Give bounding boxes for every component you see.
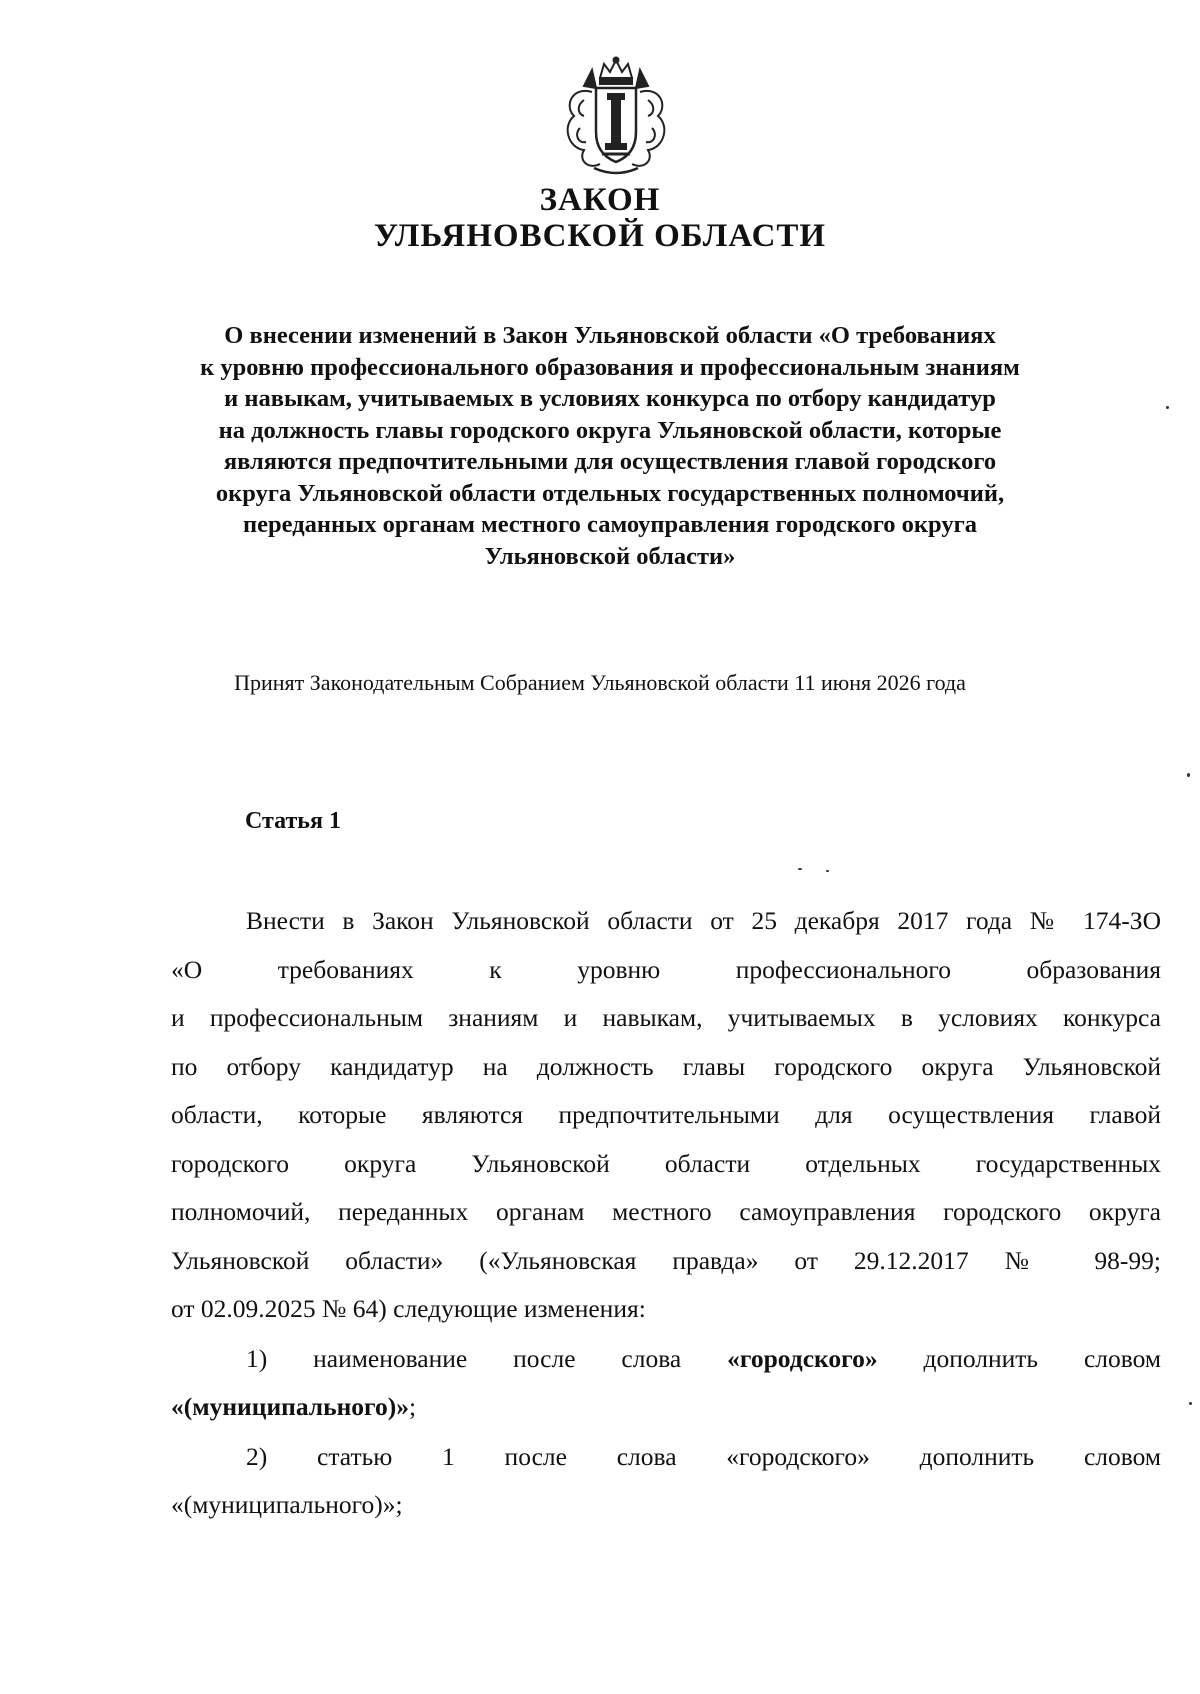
adoption-note: Принят Законодательным Собранием Ульяновской области 11 июня 2026 года (234, 670, 966, 695)
list-item-2: 2) статью 1 после слова «городского» дополнить словом (246, 1441, 1161, 1471)
title-line: на должность главы городского округа Ульяновской области, которые (218, 416, 1002, 444)
title-line: и навыкам, учитываемых в условиях конкурса по отбору кандидатур (224, 385, 996, 412)
document-type: ЗАКОН (539, 182, 661, 218)
title-line: округа Ульяновской области отдельных государственных полномочий, (215, 479, 1005, 507)
region-name: УЛЬЯНОВСКОЙ ОБЛАСТИ (373, 218, 827, 254)
coat-of-arms-icon (554, 56, 678, 176)
title-line: являются предпочтительными для осуществления главой городского (223, 448, 997, 475)
list-item-1-continuation (171, 1383, 1161, 1432)
body-line: по отбору кандидатур на должность главы городского округа Ульяновской (171, 1051, 1161, 1081)
body-line: полномочий, переданных органам местного самоуправления городского округа (171, 1197, 1161, 1226)
scan-speck (1189, 1402, 1192, 1405)
item-text: ; (408, 1392, 417, 1421)
title-line: переданных органам местного самоуправления городского округа (243, 511, 977, 538)
law-title (160, 320, 1060, 572)
body-line: «О требованиях к уровню профессионального образования (171, 954, 1161, 984)
item-bold-word: «(муниципального)» (171, 1392, 409, 1421)
body-line: Ульяновской области» («Ульяновская правда» от 29.12.2017 № 98-99; (171, 1245, 1161, 1275)
body-line: от 02.09.2025 № 64) следующие изменения: (171, 1294, 646, 1323)
item-text: 1) наименование после слова (246, 1343, 682, 1373)
list-item-1 (171, 1335, 1161, 1384)
body-line: Внести в Закон Ульяновской области от 25 декабря 2017 года № 174-ЗО (246, 906, 1161, 935)
body-line: области, которые являются предпочтительными для осуществления главой (171, 1100, 1161, 1129)
title-line: О внесении изменений в Закон Ульяновской области «О требованиях (224, 322, 996, 349)
scan-speck (798, 868, 802, 870)
body-line: городского округа Ульяновской области отдельных государственных (171, 1148, 1161, 1178)
title-line: Ульяновской области» (484, 542, 736, 570)
item-text: дополнить словом (923, 1343, 1162, 1373)
list-item-2-continuation: «(муниципального)»; (171, 1490, 403, 1519)
scan-speck (1187, 773, 1190, 777)
article-body (171, 897, 1161, 1530)
article-heading: Статья 1 (245, 808, 341, 834)
body-line: и профессиональным знаниям и навыкам, учитываемых в условиях конкурса (171, 1003, 1161, 1032)
item-bold-word: «городского» (727, 1343, 878, 1373)
scan-speck (1166, 406, 1169, 409)
scan-speck (826, 870, 829, 872)
title-line: к уровню профессионального образования и профессиональным знаниям (200, 353, 1020, 381)
